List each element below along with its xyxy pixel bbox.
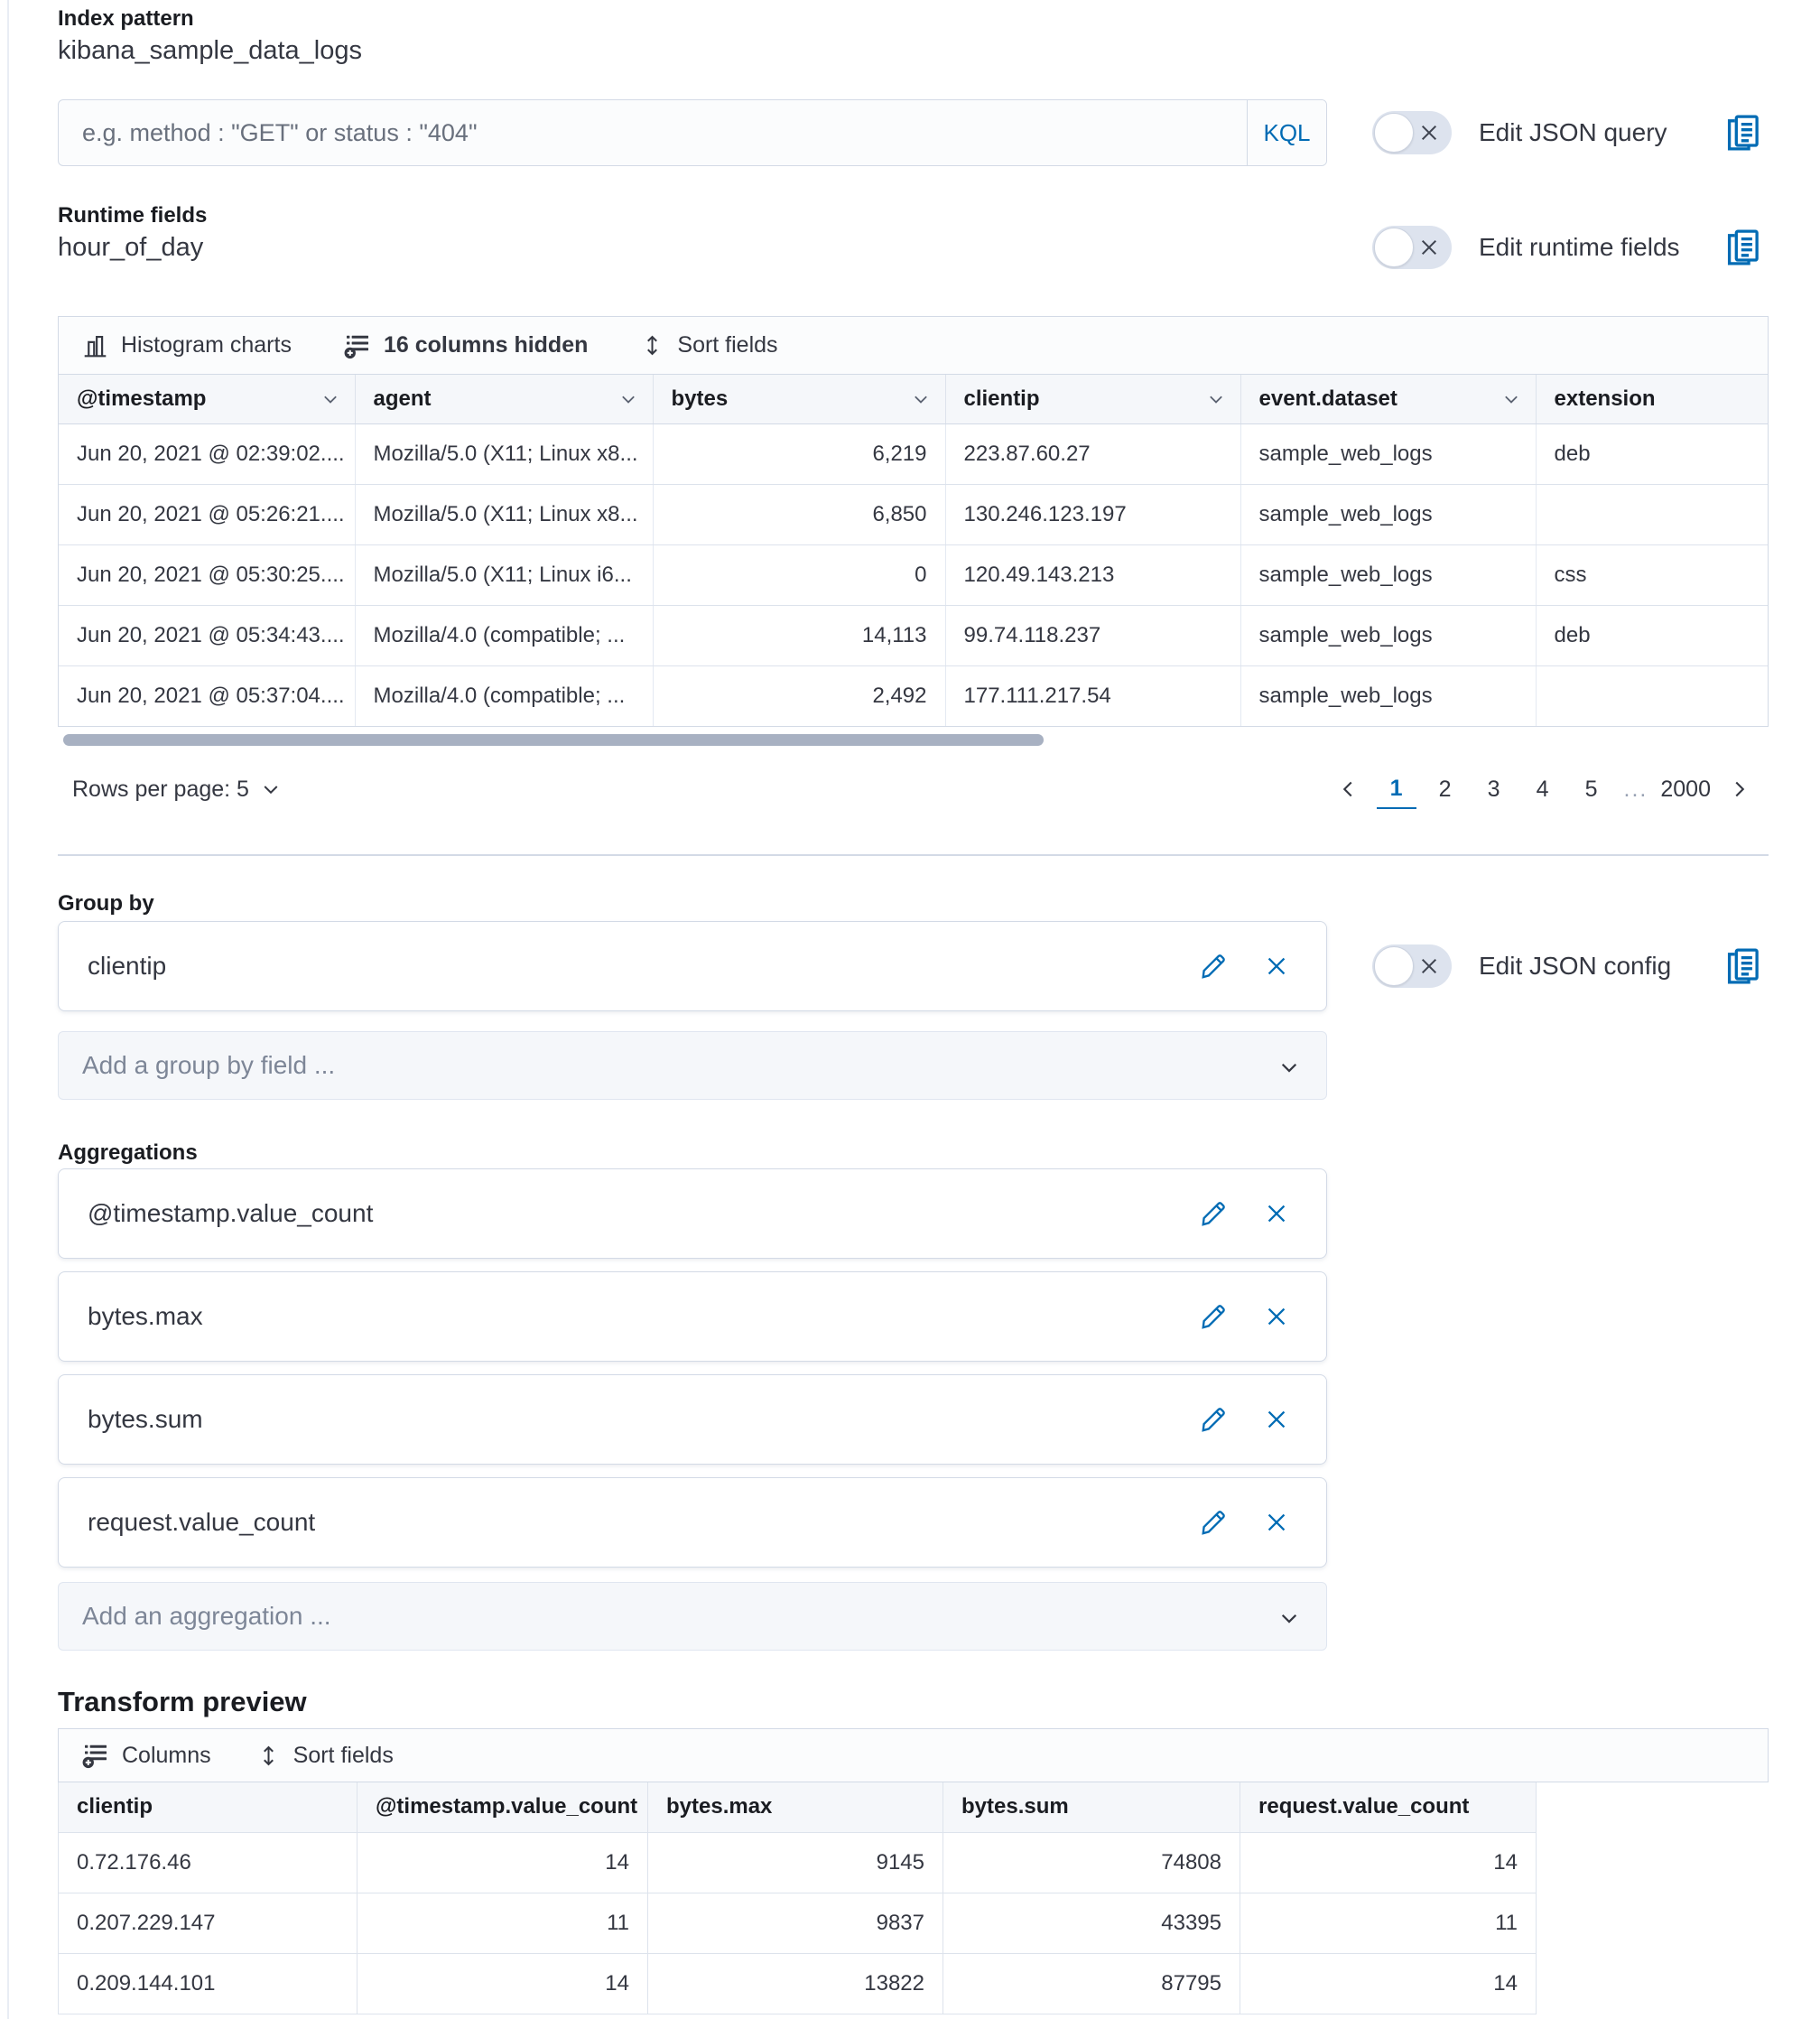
add-aggregation-input[interactable] [59, 1602, 1326, 1631]
preview-cell-timestamp-value-count[interactable]: 11 [358, 1893, 648, 1953]
pencil-icon [1198, 1301, 1229, 1332]
columns-list-add-icon [344, 332, 371, 359]
preview-cell-clientip[interactable]: 0.209.144.101 [59, 1953, 358, 2014]
horizontal-scrollbar[interactable] [63, 734, 1044, 746]
preview-toolbar [58, 1728, 1769, 1782]
column-header-event-dataset[interactable]: event.dataset [1240, 375, 1536, 423]
cell-extension[interactable] [1536, 484, 1768, 544]
chevron-right-icon [1729, 778, 1750, 800]
aggregation-item-label: bytes.max [88, 1302, 203, 1330]
cell-clientip[interactable]: 177.111.217.54 [945, 665, 1240, 726]
cell-event-dataset[interactable]: sample_web_logs [1240, 665, 1536, 726]
column-header-timestamp[interactable]: @timestamp [59, 375, 355, 423]
preview-cell-timestamp-value-count[interactable]: 14 [358, 1953, 648, 2014]
cell-event-dataset[interactable]: sample_web_logs [1240, 423, 1536, 484]
pencil-icon [1198, 1198, 1229, 1229]
copy-runtime-fields-button[interactable] [1723, 228, 1763, 267]
preview-cell-bytes-max[interactable]: 9145 [648, 1832, 943, 1893]
rows-per-page-button[interactable]: Rows per page: 5 [72, 777, 282, 803]
preview-header-row [59, 1782, 1537, 1832]
cell-timestamp[interactable]: Jun 20, 2021 @ 05:30:25.... [59, 544, 355, 605]
cell-bytes[interactable]: 0 [653, 544, 945, 605]
columns-list-add-icon [82, 1742, 109, 1769]
remove-aggregation-button[interactable] [1263, 1200, 1290, 1227]
table-row [59, 1832, 1537, 1893]
clipboard-icon [1723, 228, 1763, 267]
runtime-fields-label: Runtime fields [58, 203, 208, 228]
aggregation-item-label: bytes.sum [88, 1405, 203, 1433]
group-by-item-clientip [58, 921, 1327, 1011]
column-header-extension[interactable]: extension [1536, 375, 1768, 423]
preview-cell-request-value-count[interactable]: 11 [1240, 1893, 1537, 1953]
preview-column-bytes-sum[interactable]: bytes.sum [943, 1782, 1240, 1832]
edit-json-config-toggle[interactable] [1372, 944, 1452, 988]
aggregation-item-label: request.value_count [88, 1508, 316, 1536]
histogram-charts-button[interactable]: Histogram charts [82, 332, 292, 358]
toggle-knob [1374, 113, 1414, 153]
copy-json-config-button[interactable] [1723, 946, 1763, 986]
cell-timestamp[interactable]: Jun 20, 2021 @ 05:26:21.... [59, 484, 355, 544]
preview-cell-bytes-max[interactable]: 13822 [648, 1953, 943, 2014]
source-grid-header-row [59, 375, 1768, 423]
cell-event-dataset[interactable]: sample_web_logs [1240, 605, 1536, 665]
chevron-down-icon [618, 389, 638, 409]
aggregation-item-bytes-max [58, 1271, 1327, 1362]
column-header-clientip[interactable]: clientip [945, 375, 1240, 423]
toggle-off-x-icon [1417, 121, 1441, 144]
add-group-by-select[interactable] [58, 1031, 1327, 1100]
aggregation-item-bytes-sum [58, 1374, 1327, 1465]
cell-event-dataset[interactable]: sample_web_logs [1240, 484, 1536, 544]
preview-cell-bytes-max[interactable]: 9837 [648, 1893, 943, 1953]
aggregation-item-request-value-count [58, 1477, 1327, 1568]
histogram-icon [82, 332, 108, 358]
column-header-agent[interactable]: agent [355, 375, 653, 423]
toggle-knob [1374, 946, 1414, 986]
edit-aggregation-button[interactable] [1198, 1301, 1229, 1332]
cell-timestamp[interactable]: Jun 20, 2021 @ 05:34:43.... [59, 605, 355, 665]
chevron-down-icon [1277, 1606, 1301, 1630]
close-icon [1263, 1509, 1290, 1536]
pagination-page-last[interactable]: 2000 [1660, 776, 1711, 802]
table-row [59, 665, 1768, 726]
query-search-box [58, 99, 1327, 166]
table-row [59, 544, 1768, 605]
table-row [59, 1893, 1537, 1953]
close-icon [1263, 1200, 1290, 1227]
pagination-page-4[interactable]: 4 [1536, 776, 1549, 802]
preview-sort-fields-button[interactable]: Sort fields [256, 1743, 394, 1769]
close-icon [1263, 1303, 1290, 1330]
column-header-bytes[interactable]: bytes [653, 375, 945, 423]
preview-table [58, 1782, 1537, 2014]
columns-hidden-button[interactable]: 16 columns hidden [344, 332, 588, 359]
index-pattern-value: kibana_sample_data_logs [58, 36, 362, 65]
preview-cell-clientip[interactable]: 0.207.229.147 [59, 1893, 358, 1953]
source-grid-table [59, 375, 1768, 726]
cell-clientip[interactable]: 99.74.118.237 [945, 605, 1240, 665]
pagination-row [58, 769, 1769, 809]
cell-agent[interactable]: Mozilla/4.0 (compatible; ... [355, 605, 653, 665]
cell-timestamp[interactable]: Jun 20, 2021 @ 05:37:04.... [59, 665, 355, 726]
cell-bytes[interactable]: 2,492 [653, 665, 945, 726]
chevron-down-icon [1501, 389, 1521, 409]
kql-button[interactable]: KQL [1247, 100, 1326, 165]
cell-extension[interactable]: deb [1536, 605, 1768, 665]
transform-preview-title: Transform preview [58, 1686, 307, 1717]
table-row [59, 423, 1768, 484]
preview-cell-bytes-sum[interactable]: 87795 [943, 1953, 1240, 2014]
remove-aggregation-button[interactable] [1263, 1303, 1290, 1330]
edit-aggregation-button[interactable] [1198, 1507, 1229, 1538]
preview-cell-timestamp-value-count[interactable]: 14 [358, 1832, 648, 1893]
pagination-page-2[interactable]: 2 [1438, 776, 1452, 802]
aggregations-label: Aggregations [58, 1140, 198, 1165]
preview-cell-request-value-count[interactable]: 14 [1240, 1953, 1537, 2014]
preview-cell-request-value-count[interactable]: 14 [1240, 1832, 1537, 1893]
edit-json-config-label: Edit JSON config [1479, 952, 1672, 980]
copy-json-query-button[interactable] [1723, 113, 1763, 153]
sort-icon [640, 333, 664, 358]
preview-column-request-value-count[interactable]: request.value_count [1240, 1782, 1537, 1832]
cell-extension[interactable]: css [1536, 544, 1768, 605]
cell-agent[interactable]: Mozilla/5.0 (X11; Linux x8... [355, 423, 653, 484]
table-row [59, 605, 1768, 665]
close-icon [1263, 953, 1290, 980]
chevron-down-icon [260, 778, 282, 800]
clipboard-icon [1723, 113, 1763, 153]
preview-column-clientip[interactable]: clientip [59, 1782, 358, 1832]
remove-aggregation-button[interactable] [1263, 1509, 1290, 1536]
table-row [59, 1953, 1537, 2014]
query-row [58, 99, 1769, 166]
edit-json-query-label: Edit JSON query [1479, 118, 1667, 146]
pagination-next-button[interactable] [1720, 769, 1760, 809]
edit-runtime-fields-label: Edit runtime fields [1479, 233, 1680, 261]
edit-runtime-fields-toggle[interactable] [1372, 226, 1452, 269]
cell-extension[interactable]: deb [1536, 423, 1768, 484]
group-by-label: Group by [58, 891, 154, 916]
sort-fields-button[interactable]: Sort fields [640, 332, 777, 358]
chevron-down-icon [1277, 1056, 1301, 1079]
cell-agent[interactable]: Mozilla/5.0 (X11; Linux i6... [355, 544, 653, 605]
section-divider [58, 854, 1769, 856]
pagination [1328, 769, 1760, 809]
pagination-ellipsis: ... [1623, 776, 1648, 802]
preview-cell-clientip[interactable]: 0.72.176.46 [59, 1832, 358, 1893]
add-group-by-input[interactable] [59, 1051, 1326, 1080]
pencil-icon [1198, 951, 1229, 982]
close-icon [1263, 1406, 1290, 1433]
cell-agent[interactable]: Mozilla/4.0 (compatible; ... [355, 665, 653, 726]
cell-bytes[interactable]: 14,113 [653, 605, 945, 665]
preview-column-bytes-max[interactable]: bytes.max [648, 1782, 943, 1832]
aggregation-item-timestamp-value-count [58, 1168, 1327, 1259]
table-row [59, 484, 1768, 544]
remove-group-by-button[interactable] [1263, 953, 1290, 980]
source-grid-toolbar [59, 317, 1768, 375]
query-input[interactable] [59, 100, 1247, 165]
runtime-fields-value: hour_of_day [58, 233, 204, 262]
pagination-page-3[interactable]: 3 [1487, 776, 1500, 802]
pencil-icon [1198, 1507, 1229, 1538]
edit-json-query-toggle[interactable] [1372, 111, 1452, 154]
cell-agent[interactable]: Mozilla/5.0 (X11; Linux x8... [355, 484, 653, 544]
cell-event-dataset[interactable]: sample_web_logs [1240, 544, 1536, 605]
aggregation-item-label: @timestamp.value_count [88, 1199, 374, 1227]
preview-cell-bytes-sum[interactable]: 74808 [943, 1832, 1240, 1893]
source-data-grid [58, 316, 1769, 727]
preview-column-timestamp-value-count[interactable]: @timestamp.value_count [358, 1782, 648, 1832]
cell-clientip[interactable]: 120.49.143.213 [945, 544, 1240, 605]
toggle-off-x-icon [1417, 236, 1441, 259]
chevron-down-icon [320, 389, 340, 409]
pagination-prev-button[interactable] [1328, 769, 1368, 809]
pagination-page-1[interactable]: 1 [1377, 769, 1416, 809]
cell-bytes[interactable]: 6,850 [653, 484, 945, 544]
chevron-left-icon [1337, 778, 1359, 800]
sort-icon [256, 1744, 281, 1768]
add-aggregation-select[interactable] [58, 1582, 1327, 1651]
cell-timestamp[interactable]: Jun 20, 2021 @ 02:39:02.... [59, 423, 355, 484]
cell-bytes[interactable]: 6,219 [653, 423, 945, 484]
group-by-item-label: clientip [88, 952, 167, 980]
cell-clientip[interactable]: 223.87.60.27 [945, 423, 1240, 484]
pencil-icon [1198, 1404, 1229, 1435]
remove-aggregation-button[interactable] [1263, 1406, 1290, 1433]
preview-columns-button[interactable]: Columns [82, 1742, 211, 1769]
index-pattern-label: Index pattern [58, 6, 194, 31]
toggle-off-x-icon [1417, 954, 1441, 978]
chevron-down-icon [911, 389, 931, 409]
edit-group-by-button[interactable] [1198, 951, 1229, 982]
edit-aggregation-button[interactable] [1198, 1404, 1229, 1435]
chevron-down-icon [1206, 389, 1226, 409]
preview-cell-bytes-sum[interactable]: 43395 [943, 1893, 1240, 1953]
cell-extension[interactable] [1536, 665, 1768, 726]
toggle-knob [1374, 228, 1414, 267]
cell-clientip[interactable]: 130.246.123.197 [945, 484, 1240, 544]
pagination-page-5[interactable]: 5 [1584, 776, 1598, 802]
clipboard-icon [1723, 946, 1763, 986]
edit-aggregation-button[interactable] [1198, 1198, 1229, 1229]
